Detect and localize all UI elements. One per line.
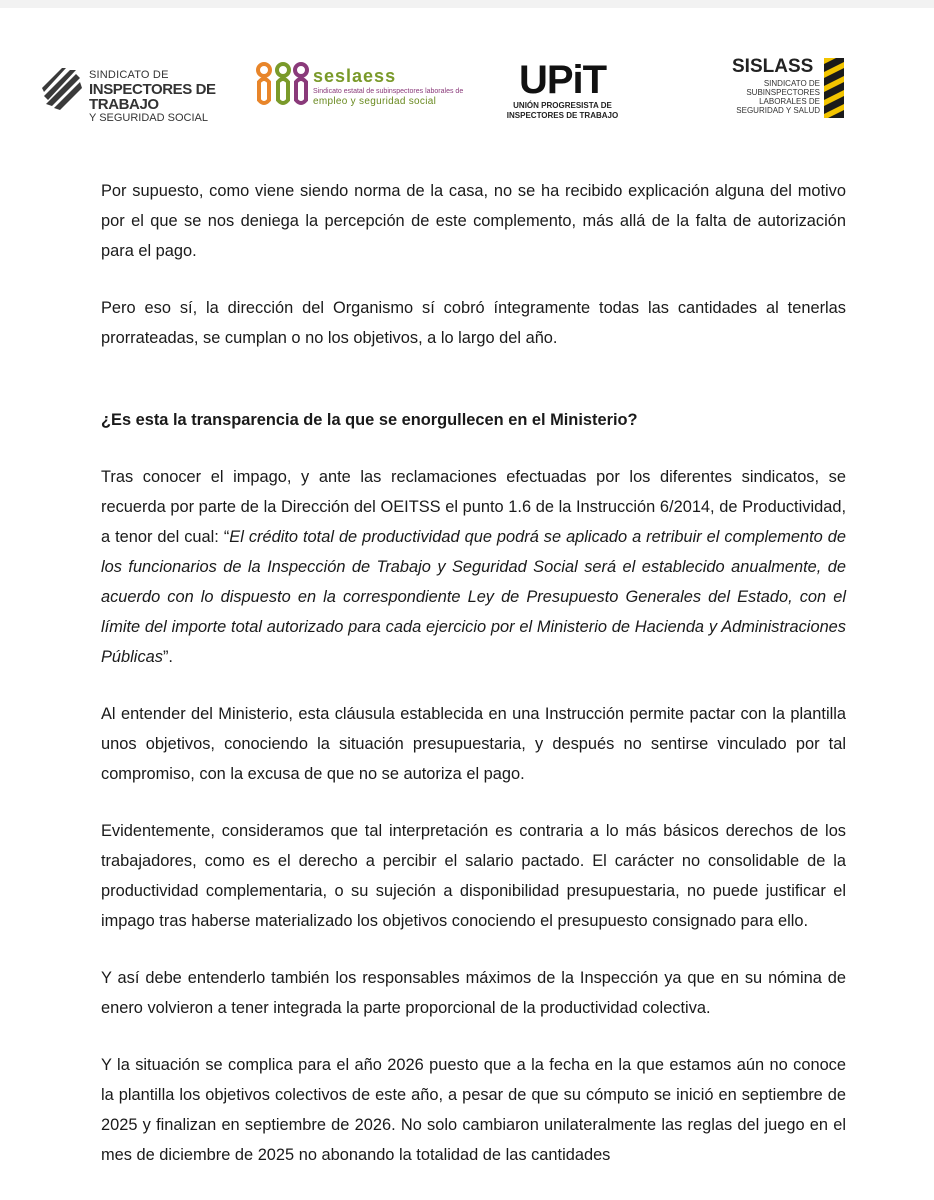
paragraph-6: Y así debe entenderlo también los responsables máximos de la Inspección ya que en su nómina de enero volvieron a tener integrada la parte proporcional de la productividad colectiva. <box>101 969 846 1017</box>
paragraph-1: Por supuesto, como viene siendo norma de la casa, no se ha recibido explicación alguna del motivo por el que se nos deniega la percepción de este complemento, más allá de la falta de autorización para el pago. <box>101 182 846 260</box>
logo-sitss <box>40 64 230 124</box>
paragraph-4: Al entender del Ministerio, esta cláusula establecida en una Instrucción permite pactar con la plantilla unos objetivos, conociendo la situación presupuestaria, y después no sentirse vinculado por tal compromiso, con la excusa de que no se autoriza el pago. <box>101 705 846 783</box>
seslaess-name: seslaess <box>313 66 397 86</box>
sislass-line2: SUBINSPECTORES <box>746 88 820 97</box>
paragraph-7: Y la situación se complica para el año 2026 puesto que a la fecha en la que estamos aún no conoce la plantilla los objetivos colectivos de este año, a pesar de que su cómputo se inició en septiembre de 2025 y finalizan en septiembre de 2026. No solo cambiaron unilateralmente las reglas del juego en el mes de diciembre de 2025 no abonando la totalidad de las cantidades <box>101 1056 846 1164</box>
sitss-line1: SINDICATO DE <box>89 69 169 81</box>
paragraph-3 <box>101 462 846 672</box>
sislass-line4: SEGURIDAD Y SALUD <box>736 106 820 115</box>
paragraph-5: Evidentemente, consideramos que tal interpretación es contraria a lo más básicos derechos de los trabajadores, como es el derecho a percibir el salario pactado. El carácter no consolidable de la productividad complementaria, o su sujeción a disponibilidad presupuestaria, no puede justificar el impago tras haberse materializado los objetivos conociendo el presupuesto consignado para ello. <box>101 822 846 930</box>
sitss-line3: Y SEGURIDAD SOCIAL <box>89 112 208 124</box>
sislass-sub <box>736 79 820 115</box>
paragraph-3-quote: El crédito total de productividad que podrá se aplicado a retribuir el complemento de los funcionarios de la Inspección de Trabajo y Seguridad Social será el establecido anualmente, de acuerdo con lo dispuesto en la correspondiente Ley de Presupuesto Generales del Estado, con el límite del importe total autorizado para cada ejercicio por el Ministerio de Hacienda y Administraciones Públicas <box>101 528 846 666</box>
sitss-emblem-icon <box>40 66 84 110</box>
document-page <box>0 8 934 1200</box>
section-heading: ¿Es esta la transparencia de la que se enorgullecen en el Ministerio? <box>101 411 638 429</box>
document-body <box>101 176 846 1197</box>
sitss-line2: INSPECTORES DE TRABAJO <box>89 81 216 113</box>
logo-sislass <box>728 56 848 118</box>
upit-sub2: INSPECTORES DE TRABAJO <box>506 111 619 120</box>
sislass-name: SISLASS <box>732 56 814 77</box>
seslaess-figures-icon <box>255 60 311 112</box>
paragraph-2: Pero eso sí, la dirección del Organismo sí cobró íntegramente todas las cantidades al tenerlas prorrateadas, se cumplan o no los objetivos, a lo largo del año. <box>101 299 846 347</box>
logo-upit <box>500 60 625 118</box>
sislass-line3: LABORALES DE <box>759 97 820 106</box>
hazard-stripe-icon <box>824 58 844 118</box>
paragraph-3-end: ”. <box>162 648 173 666</box>
logo-seslaess <box>255 58 465 116</box>
sislass-line1: SINDICATO DE <box>763 79 820 88</box>
paragraph-3-intro: Tras conocer el impago, y ante las reclamaciones efectuadas por los diferentes sindicatos, se recuerda por parte de la Dirección del OEITSS el punto 1.6 de la Instrucción 6/2014, de Productividad, a tenor del cual: “ <box>101 468 846 546</box>
seslaess-sub1: Sindicato estatal de subinspectores laborales de <box>313 88 464 95</box>
upit-name: UPiT <box>518 58 607 102</box>
upit-sub1: UNIÓN PROGRESISTA DE <box>513 101 612 110</box>
seslaess-sub2: empleo y seguridad social <box>313 96 437 107</box>
